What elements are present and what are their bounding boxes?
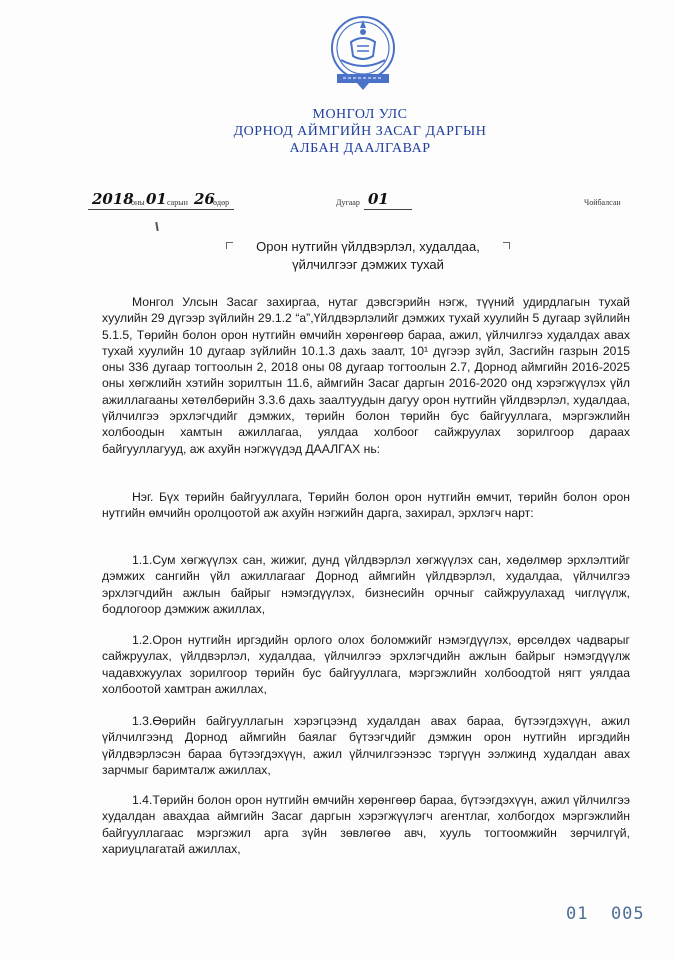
subject-line-2: үйлчилгээг дэмжих тухай: [292, 257, 444, 272]
subject-corner-left: [226, 242, 233, 249]
clause-1-1-paragraph: 1.1.Сум хөгжүүлэх сан, жижиг, дунд үйлдвэрлэл хөгжүүлэх сан, хөдөлмөр эрхлэлтийг дэмжих сангийн үйл ажиллагааг Дорнод аймгийн үйлдвэрлэл, худалдаа, үйлчилгээ эрхлэгчдийн ажлын байрыг нэмэгдүүлэх, бизнесийн орчныг сайжруулахад чиглүүлж, бодлогоор дэмжиж ажиллах,: [102, 553, 630, 616]
subject-line-1: Орон нутгийн үйлдвэрлэл, худалдаа,: [256, 239, 480, 254]
state-emblem-icon: [327, 12, 399, 92]
date-day: 26: [194, 190, 215, 208]
date-month-suffix: сарын: [167, 198, 188, 207]
document-number: 01: [368, 190, 389, 208]
preamble-paragraph: Монгол Улсын Засаг захиргаа, нутаг дэвсгэрийн нэгж, түүний удирдлагын тухай хуулийн 29 дүгээр зүйлийн 29.1.2 “а”,Үйлдвэрлэлийг дэмжих тухай хуулийн 5 дугаар зүйлийн 5.1.5, Төрийн болон орон нутгийн өмчийн хөрөнгөөр бараа, ажил, үйлчилгээ худалдах авах тухай хуулийн 10 дугаар зүйлийн 10.1.3 дахь заалт, 10¹ дүгээр зүйл, Засгийн газрын 2015 оны 336 дугаар тогтоолын 2, 2018 оны 08 дугаар тогтоолын 2.7, Дорнод аймгийн 2016-2025 оны хөгжлийн хэтийн зорилтын 11.6, аймгийн Засаг даргын 2016-2020 онд хэрэгжүүлэх үйл ажиллагааны хөтөлбөрийн 3.3.6 дахь заалтуудын дагуу орон нутгийн үйлдвэрлэл, худалдаа, үйлчилгээ эрхлэгчдийг дэмжих, төрийн болон төрийн бус байгууллага, мэргэжлийн холбоодын хамтын ажиллагаа, уялдаа холбоог сайжруулах зорилгоор дараах байгууллагууд, аж ахуйн нэгжүүдэд ДААЛГАХ нь:: [102, 295, 630, 456]
date-number-row: [0, 188, 674, 214]
subject-corner-right: [503, 242, 510, 249]
city-name: Чойбалсан: [584, 198, 621, 207]
section-one-paragraph: Нэг. Бүх төрийн байгууллага, Төрийн болон орон нутгийн өмчит, төрийн болон орон нутгийн өмчийн оролцоотой аж ахуйн нэгжийн дарга, захирал, эрхлэгч нарт:: [102, 490, 630, 521]
number-label: Дугаар: [336, 198, 360, 207]
clause-1-2-paragraph: 1.2.Орон нутгийн иргэдийн орлого олох боломжийг нэмэгдүүлэх, өрсөлдөх чадварыг сайжруулах, үйлдвэрлэл, худалдаа, үйлчилгээ эрхлэгчдийн ажлын байрыг нэмэгдүүлж чадавхжуулах зорилгоор төрийн бус байгууллага, мэргэжлийн холбоодтой нягт уялдаа холбоотой хамтран ажиллах,: [102, 633, 630, 696]
clause-1-4-paragraph: 1.4.Төрийн болон орон нутгийн өмчийн хөрөнгөөр бараа, бүтээгдэхүүн, ажил үйлчилгээ худалдан авахдаа аймгийн Засаг даргын хэрэгжүүлэгч агентлаг, холбогдох мэргэжлийн байгууллагаас мэргэжил арга зүйн зөвлөгөө авч, хууль тогтоомжийн зөрчилгүй, хариуцлагатай ажиллах,: [102, 793, 630, 856]
header-country: МОНГОЛ УЛС: [312, 107, 408, 122]
date-year: 2018: [92, 190, 134, 208]
page-serial-number: 01 005: [566, 904, 645, 924]
subject-block: [226, 238, 510, 278]
header-doc-type: АЛБАН ДААЛГАВАР: [289, 141, 431, 156]
pen-mark: [155, 222, 159, 231]
header-authority: ДОРНОД АЙМГИЙН ЗАСАГ ДАРГЫН: [233, 124, 487, 139]
date-year-suffix: оны: [131, 198, 145, 207]
date-month: 01: [146, 190, 167, 208]
document-header: [200, 106, 520, 157]
number-underline: [364, 209, 412, 210]
date-underline: [88, 209, 234, 210]
date-day-suffix: өдөр: [213, 198, 230, 207]
clause-1-3-paragraph: 1.3.Өөрийн байгууллагын хэрэгцээнд худалдан авах бараа, бүтээгдэхүүн, ажил үйлчилгээнд Дорнод аймгийн баялаг бүтээгчдийг дэмжин орон нутгийн иргэдийн үйлдвэрлэсэн бараа бүтээгдэхүүн, ажил үйлчилгээнээс тэргүүн ээлжинд худалдан авах зарчмыг баримталж ажиллах,: [102, 714, 630, 777]
